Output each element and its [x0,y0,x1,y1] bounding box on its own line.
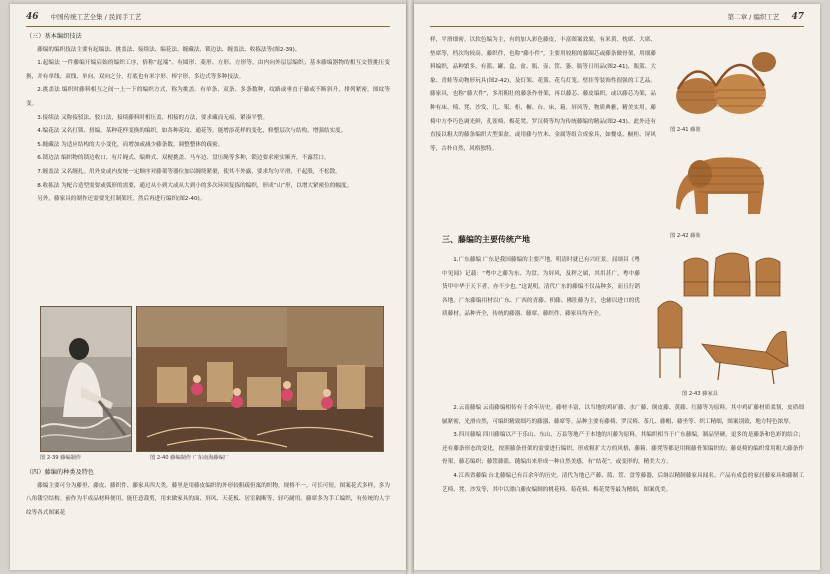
right-page-header [430,10,804,24]
technique-item: 7.缠盖法 又名缠扎。用外皮或内皮统一定顺序对藤架等器位加以缠绕紧裹，使其不外露，要求均匀平滑，不起股，不松散。 [37,168,341,175]
figure-2-42-caption: 图 2-42 藤象 [670,233,701,239]
subsection-heading-types: （四）藤编的种类及特色 [26,469,95,476]
region-sichuan-paragraph: 3.四川藤编 四川藤编以产于乐山、东山、万县等地产于本地的川藤为原料，其编织相当于广东藤编，制品坚硬，更多的是藤条和色彩的结合；还有藤条形态的变化，按照藤条骨架的需要进行编织，形成粗犷大方的风格，藤箱、藤凳等都是用粗藤骨架编织的；藤桌椅的编织常用粗大藤条作骨架，藤芯编织；藤筐藤篮，随编出来形成一种自然美感，有“结花”，或变形的，精美大方。 [442,432,804,466]
technique-item: 8.收拣法 为配合造型需要或弧形的需要，通过从小到大或从大到小的多次环回复拣的编织，形成“山”形，以增大紧密位的幅度。 [37,182,353,189]
left-page-header [26,10,390,24]
figure-2-41-photo [668,34,778,122]
figure-2-40-photo [136,306,384,452]
technique-item: 2.挑盖法 编织时藤料相互之间一上一下的编织方式，称为挑盖。有单条、双条、多条数种，纹路或垂直于藤或不断斜升，排列紧密，图纹等变。 [26,87,390,107]
figure-2-40-caption: 图 2-40 藤编制作 广东南海藤编厂 [150,455,229,461]
figure-2-39-caption: 图 2-39 藤编制作 [40,455,82,461]
region-guangdong-paragraph: 1.广东藤编 广东是我国藤编的主要产地，明清时就已有兴旺景。屈颂昌《粤中见闻》记载：“粤中之藤为东、为盘、为屏风，及秤之属，其用甚广，粤中藤货甲中华于天下者，亦不少也。”这说明，清代广东的藤编不仅品种多，而且行销各地。广东藤编用材以广东、广西的青藤、枳藤、佛肚藤为主，也辅以进口的优质藤材。品种齐全，传统的藤器、藤席、藤织件、藤家具均齐全。 [442,257,640,318]
regions-text-block-wide [442,402,804,497]
region-yunnan-paragraph: 2.云南藤编 云南藤编相传有千余年历史。藤材丰富，以当地的鸡矿藤、水广藤、倒皮藤、黄藤、红藤等为原料。其中鸡矿藤材质柔韧，皮质细腻紧密，光滑自然，可编织精致细巧的藤器、藤席等。品种主要有藤椅、罗汉椅、茶几、藤帽、藤坐等、织工精细，图案别致，地方特色浓厚。 [442,405,804,425]
left-page [10,4,406,570]
section-heading-regions: 三、藤编的主要传统产地 [442,235,530,244]
technique-item: 1.起编法 一件藤编开编启始的编织工序，俗称“起端”。有圆形、菱形、方形、方形等，由内向外层层编织；基本藤编器物的相互交替挑压变换，并有单线、双线、单向、双向之分，打底也有米字形、棒字形、多边式等多种技法。 [26,60,390,80]
left-page-number: 46 [26,12,39,22]
techniques-intro: 藤编的编织技法主要有起编法、挑盖法、接续法、编花法、缠藏法、锁边法、缠盖法、收拣法等(图2-39)。 [37,46,301,53]
right-header-rule [430,26,804,27]
left-header-rule [26,26,390,27]
types-continued-paragraph: 样，平滑细密。以软色编为主，有的加入彩色藤皮，丰富图案效果，有米黄、枕席、大席、垫席等，档次均较高。藤织件，也称“藤小件”，主要用较粗的藤圈芯或藤条做骨架，用细藤料编织，品种繁多，有篮、罐、盒、盆、瓶、壶、筐、篓、瓶等日用品(图2-41)，瓶篮、大象、青蛙等动物形玩具(图2-42)，及灯架、花篮、花鸟灯笼、壁挂等装饰性很强的工艺品。藤家具，也称“藤大件”，多用粗壮的藤条作骨架，再以藤芯、藤皮编织。或以藤芯为架，品种有床、椅、凳、沙发、几、架、柜、橱、台、床、箱、屏风等，物质典雅，精美实用。藤椅中方李巧色调光鲜，孔雀椅、梅花凳、罗汉椅等均为传统藤编的精品(图2-43)。此外还有直接以粗大的藤条编织大型果盆，或用藤与竹木、金属等组合成家具，如餐桌、橱柜、屏风等，古朴自然，风格独特。 [430,37,656,152]
techniques-text-block [26,30,390,207]
types-text-block [26,466,390,520]
region-jiangxi-paragraph: 4.江西省藤编 台北藤编已有百余年的历史，清代为地已产藤、篮、筐、盘等藤器，后继以精制藤家具闻名。产品有成套的家居藤家具和藤制工艺椅、凳、沙发等，其中以漂白藤皮编制的桃花椅、菊花椅、梅花凳等最为精细，图案优美。 [442,472,804,493]
left-page-running-title: 中国传统工艺全集 / 民间手工艺 [50,13,142,21]
technique-item: 3.接续法 又称接驳法、驳口法，接续藤料时相压盖，相接的方法，要求藏而无痕，紧凑平整。 [37,114,269,121]
book-gutter [406,0,414,574]
types-continued-text [430,34,656,156]
right-page [414,4,820,570]
regions-text-block-narrow [442,254,640,322]
figure-2-43-caption: 图 2-43 藤家具 [682,391,718,397]
technique-item: 4.编花法 又名打锁、扭编。某种花样变换的编织，如各种花纹、通花等，能增添花样的变化，修整层次与结构，增强结实度。 [37,128,347,135]
right-page-number: 47 [791,12,804,22]
figure-2-42-photo [668,144,778,228]
right-page-running-title: 第二章 / 编织工艺 [727,13,780,21]
techniques-closing: 另外，藤家具的制作还需要先打制架坯，然后再进行编织(图2-40)。 [37,196,206,203]
types-paragraph: 藤编主要可分为藤里、藤皮、藤织件、藤家具四大类。藤里是用藤皮编织的外形较粗疏但寓的织物，规格不一，可长可短，图案花式多样，多为八角镂空结构。前作为半成品材料便用，能任意裁剪，用来做家具的面、屏风、天花板、居室隔断等，轻巧耐用。藤席多为手工编织，有传统的人字纹等各式图案花 [26,482,390,516]
figure-2-41-caption: 图 2-41 藤篮 [670,127,701,133]
subsection-heading-techniques: （三）基本编织技法 [26,33,82,40]
technique-item: 6.锁边法 编织物的锁边收口，有片绳式、编辫式、双梗挑盖、马车边、盘压绳等多种，锁边要求密实顺齐，不露茬口。 [37,155,330,162]
figure-2-43-photo [646,248,796,386]
figure-2-39-photo [40,306,132,452]
technique-item: 5.缠藏法 为适应结构的大小变化，而增加或减少藤条数，调整整体的疏密。 [37,141,224,148]
